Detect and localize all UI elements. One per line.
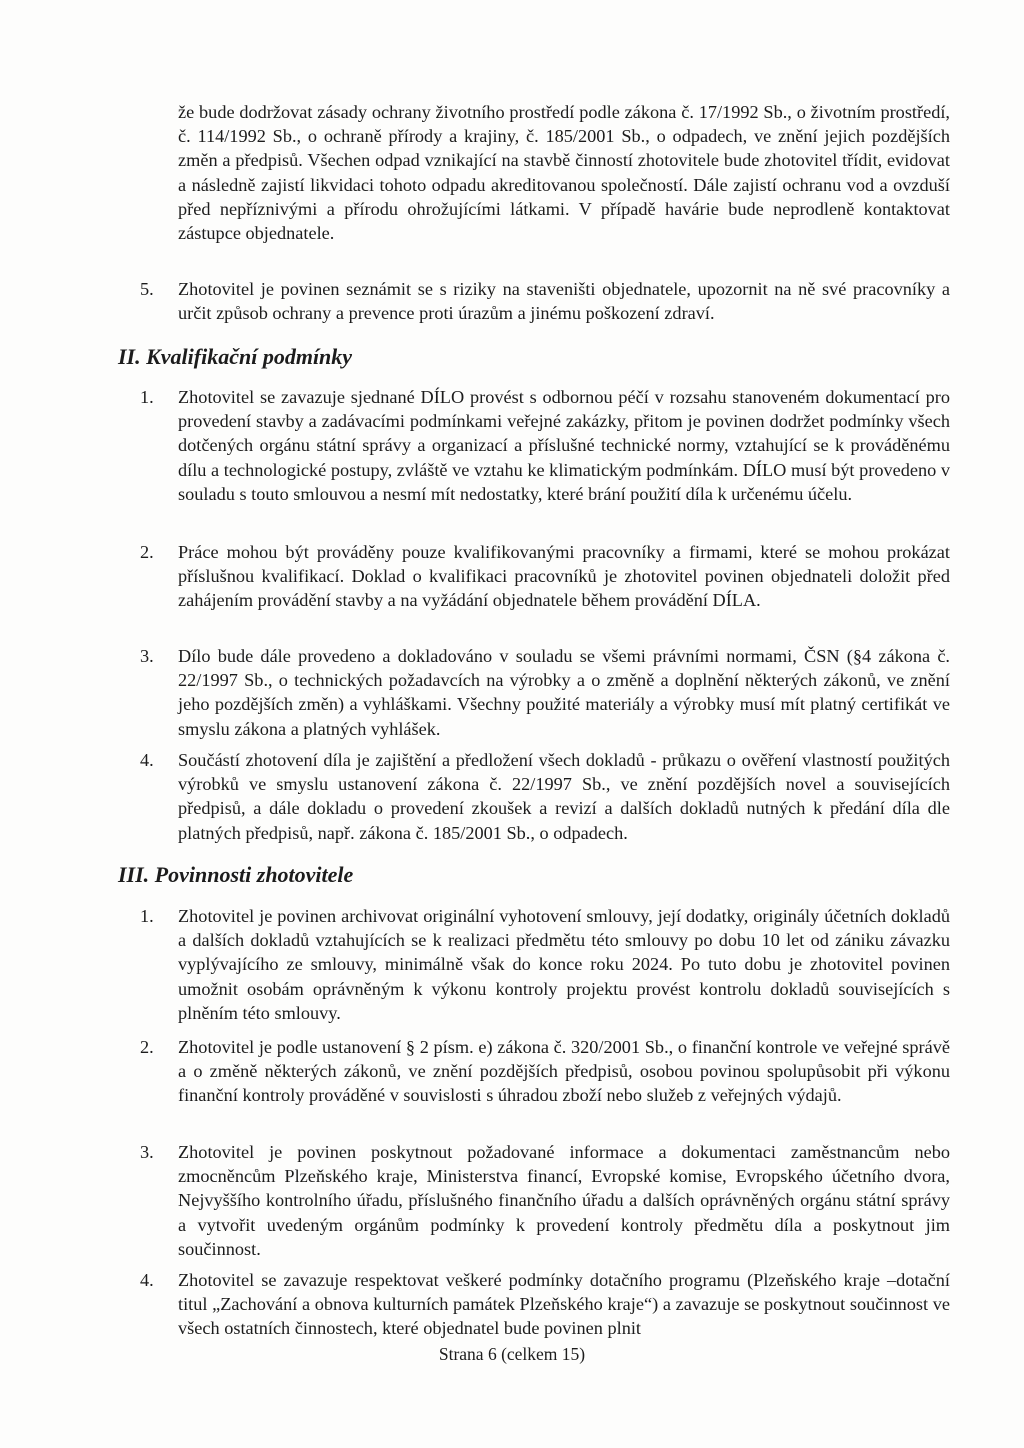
section-heading-3: III. Povinnosti zhotovitele: [118, 862, 354, 887]
intro-paragraph: že bude dodržovat zásady ochrany životního prostředí podle zákona č. 17/1992 Sb., o životním prostředí, č. 114/1992 Sb., o ochraně přírody a krajiny, č. 185/2001 Sb., o odpadech, ve znění jejich pozdějších změn a předpisů. Všechen odpad vznikající na stavbě činností zhotovitele bude zhotovitel třídit, evidovat a následně zajistí likvidaci tohoto odpadu akreditovanou společností. Dále zajistí ochranu vod a ovzduší před nepříznivými a přírodu ohrožujícími látkami. V případě havárie bude neprodleně kontaktovat zástupce objednatele.: [178, 102, 950, 244]
item-text: Zhotovitel je povinen poskytnout požadované informace a dokumentaci zaměstnancům nebo zmocněncům Plzeňského kraje, Ministerstva financí, Evropské komise, Evropského účetního dvora, Nejvyššího kontrolního úřadu, příslušného finančního úřadu a dalších oprávněných orgánu státní správy a vytvořit uvedeným orgánům podmínky k provedení kontroly předmětu díla a poskytnout jim součinnost.: [178, 1142, 950, 1259]
list-item: [140, 904, 950, 1025]
item-text: Práce mohou být prováděny pouze kvalifikovanými pracovníky a firmami, které se mohou prokázat příslušnou kvalifikací. Doklad o kvalifikaci pracovníků je zhotovitel povinen objednateli doložit před zahájením provádění stavby a na vyžádání objednatele během provádění DÍLA.: [178, 542, 950, 611]
item-number: 4.: [140, 1270, 154, 1290]
list-item: [140, 748, 950, 845]
item-number: 1.: [140, 906, 154, 926]
item-text: Dílo bude dále provedeno a dokladováno v souladu se všemi právními normami, ČSN (§4 zákona č. 22/1997 Sb., o technických požadavcích na výrobky a o změně a doplnění některých zákonů, ve znění jeho pozdějších změn) a vyhláškami. Všechny použité materiály a výrobky musí mít platný certifikát ve smyslu zákona a platných vyhlášek.: [178, 646, 950, 739]
item-number: 3.: [140, 646, 154, 666]
item-text: Zhotovitel se zavazuje sjednané DÍLO provést s odbornou péčí v rozsahu stanoveném dokumentací pro provedení stavby a zadávacími podmínkami veřejné zakázky, přitom je povinen dodržet podmínky všech dotčených orgánu státní správy a organizací a příslušné technické normy, vztahující se k prováděnému dílu a technologické postupy, zvláště ve vztahu ke klimatickým podmínkám. DÍLO musí být provedeno v souladu s touto smlouvou a nesmí mít nedostatky, které brání použití díla k určenému účelu.: [178, 387, 950, 504]
item-text: Zhotovitel se zavazuje respektovat veškeré podmínky dotačního programu (Plzeňského kraje –dotační titul „Zachování a obnova kulturních památek Plzeňského kraje“) a zavazuje se poskytnout součinnost ve všech ostatních činnostech, které objednatel bude povinen plnit: [178, 1270, 950, 1339]
item-number: 2.: [140, 542, 154, 562]
item-number: 3.: [140, 1142, 154, 1162]
item-text: Součástí zhotovení díla je zajištění a předložení všech dokladů - průkazu o ověření vlastností použitých výrobků ve smyslu ustanovení zákona č. 22/1997 Sb., ve znění pozdějších novel a souvisejících předpisů, a dále dokladu o provedení zkoušek a revizí a dalších dokladů nutných k předání díla dle platných předpisů, např. zákona č. 185/2001 Sb., o odpadech.: [178, 750, 950, 843]
item-number: 1.: [140, 387, 154, 407]
item-text: Zhotovitel je povinen seznámit se s riziky na staveništi objednatele, upozornit na ně své pracovníky a určit způsob ochrany a prevence proti úrazům a jinému poškození zdraví.: [178, 279, 950, 324]
list-item: [140, 644, 950, 741]
list-item: [140, 540, 950, 613]
item-text: Zhotovitel je povinen archivovat originální vyhotovení smlouvy, její dodatky, originály účetních dokladů a dalších dokladů vztahujících se k realizaci předmětu této smlouvy po dobu 10 let od zániku závazku vyplývajícího ze smlouvy, minimálně však do konce roku 2024. Po tuto dobu je zhotovitel povinen umožnit osobám oprávněným k výkonu kontroly projektu provést kontrolu dokladů souvisejících s plněním této smlouvy.: [178, 906, 950, 1023]
list-item: [140, 1268, 950, 1341]
list-item: [140, 277, 950, 325]
list-item: [140, 1035, 950, 1108]
item-number: 4.: [140, 750, 154, 770]
page-footer: Strana 6 (celkem 15): [438, 1344, 586, 1364]
list-item: [140, 1140, 950, 1261]
list-item: [140, 385, 950, 506]
section-heading-2: II. Kvalifikační podmínky: [118, 344, 353, 369]
item-number: 2.: [140, 1037, 154, 1057]
item-number: 5.: [140, 279, 154, 299]
item-text: Zhotovitel je podle ustanovení § 2 písm. e) zákona č. 320/2001 Sb., o finanční kontrole ve veřejné správě a o změně některých zákonů, ve znění pozdějších předpisů, osobou povinou spolupůsobit při výkonu finanční kontroly prováděné v souvislosti s úhradou zboží nebo služeb z veřejných výdajů.: [178, 1037, 950, 1106]
